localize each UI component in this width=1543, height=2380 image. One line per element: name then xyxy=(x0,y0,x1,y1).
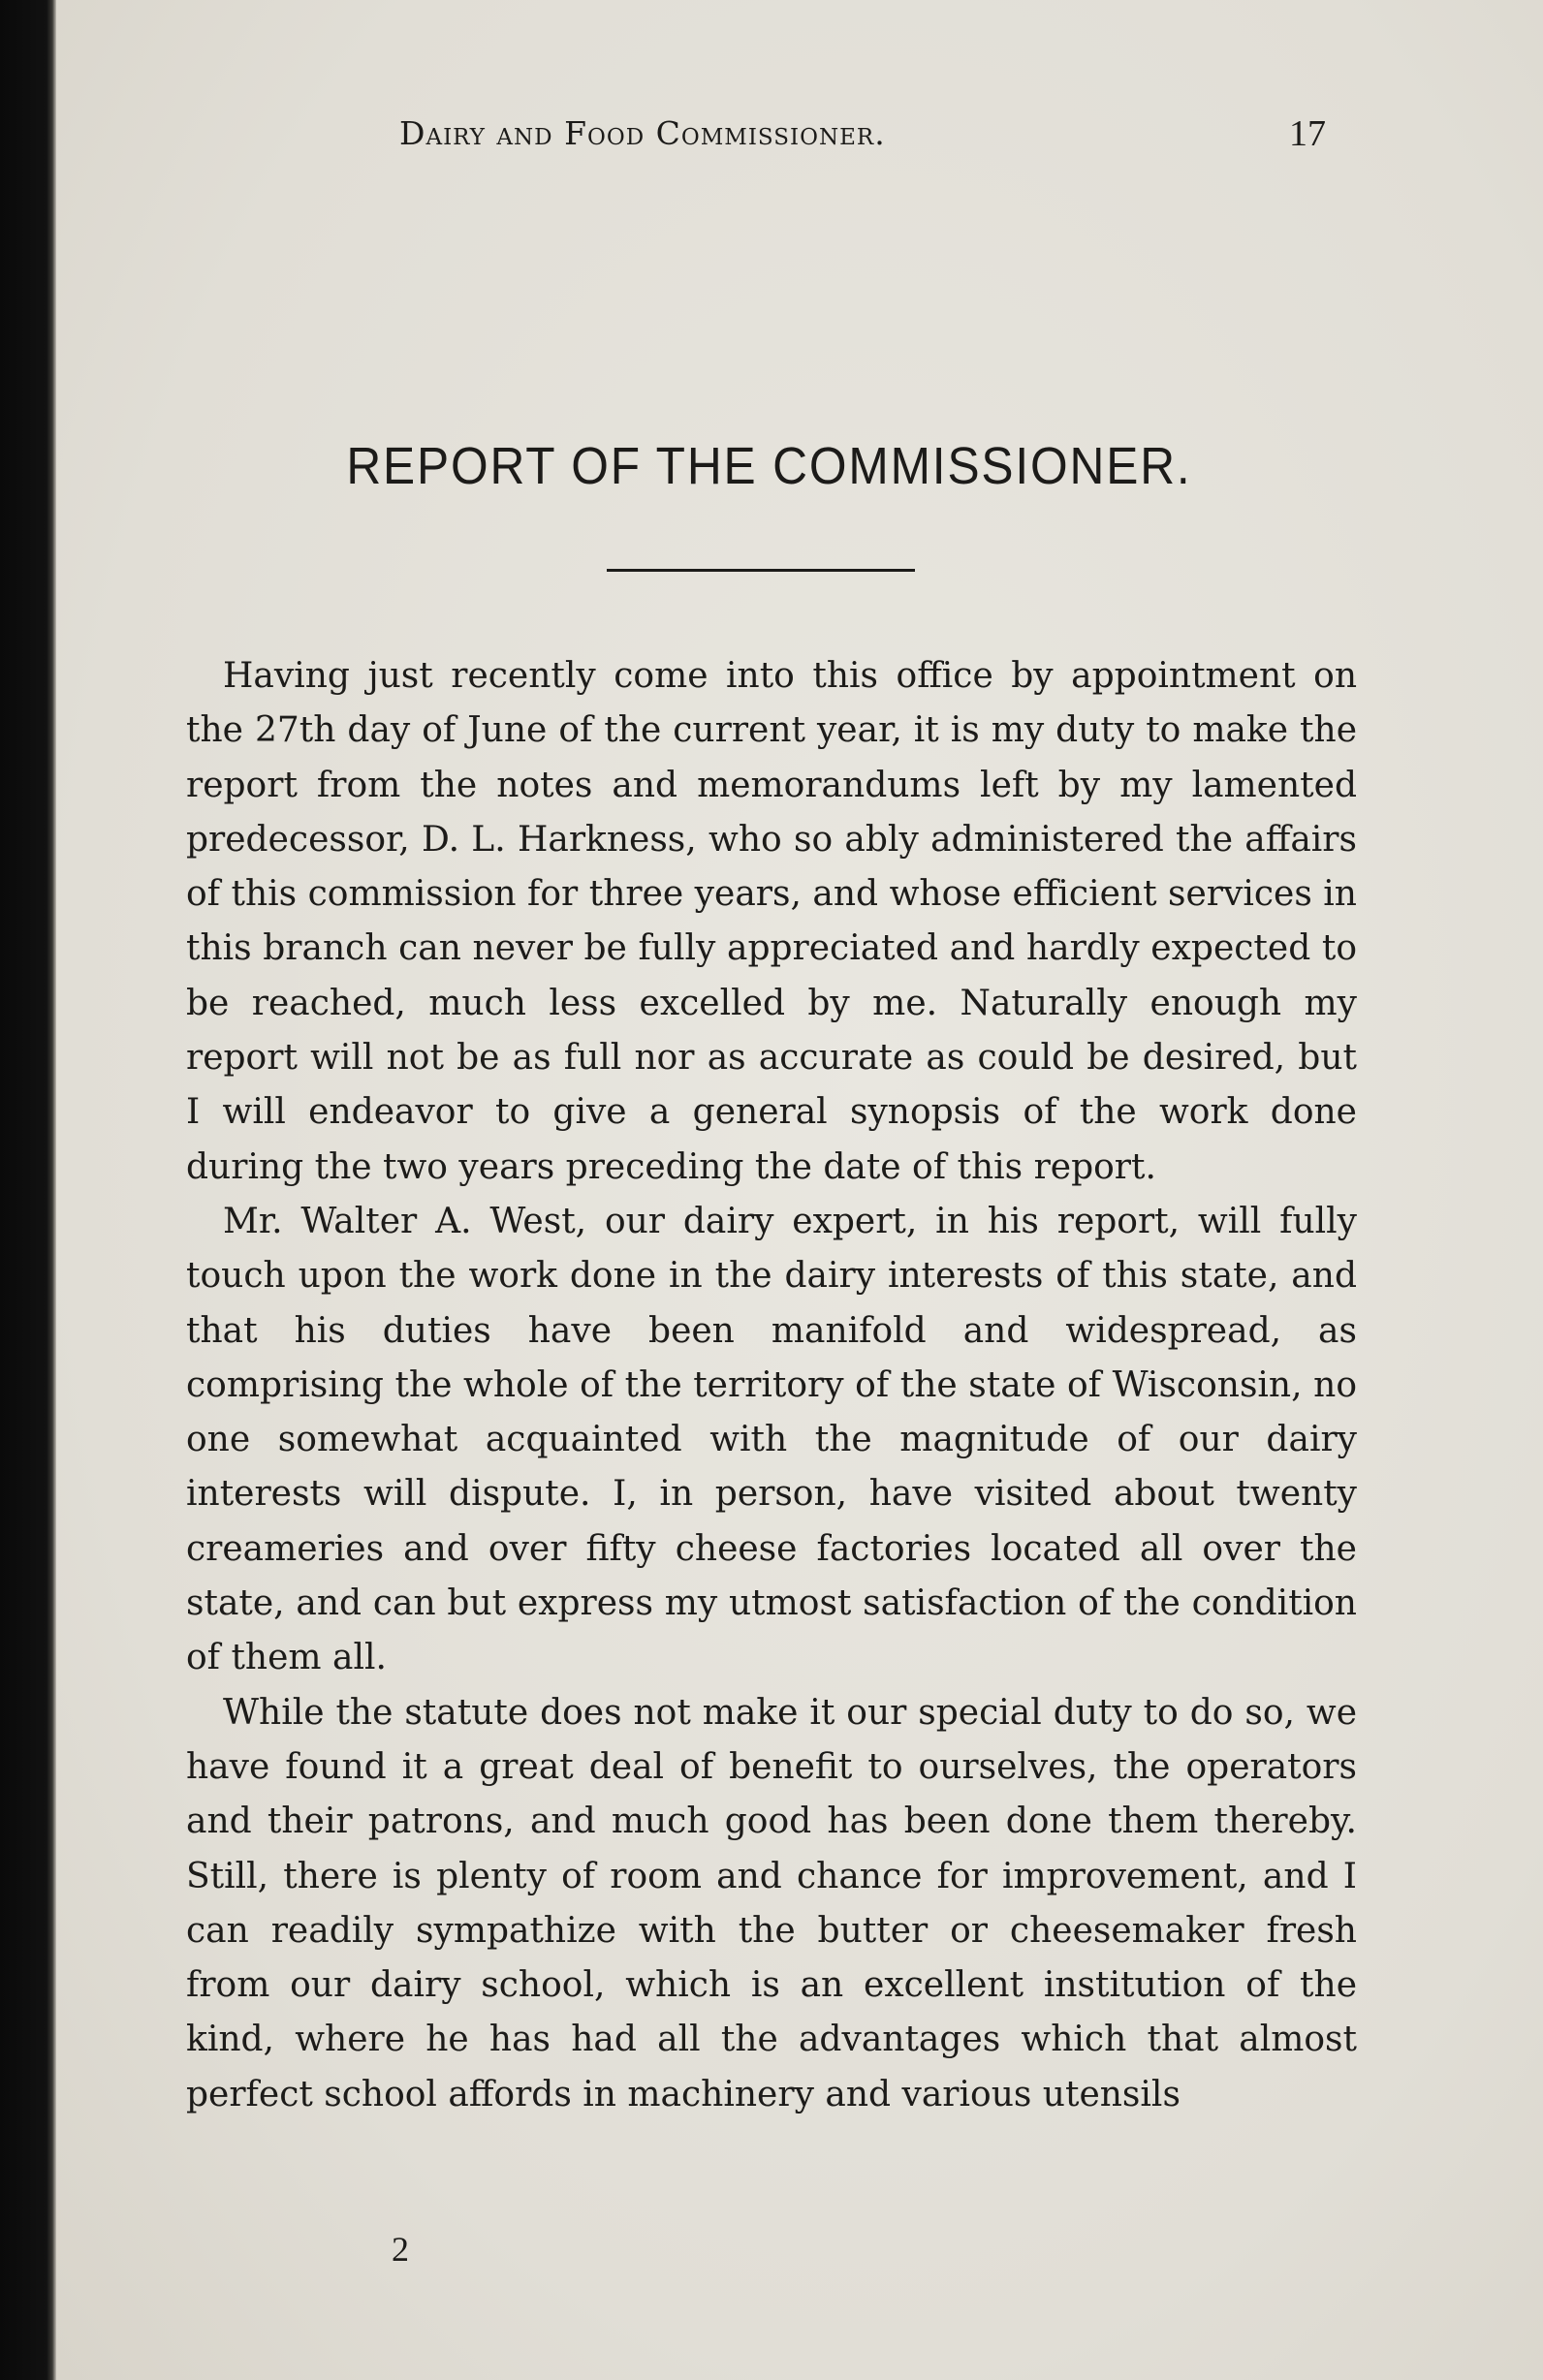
report-body xyxy=(186,649,1357,2122)
title-divider xyxy=(607,569,915,572)
report-title: REPORT OF THE COMMISSIONER. xyxy=(346,437,1192,495)
page-number: 17 xyxy=(1289,113,1326,154)
signature-mark: 2 xyxy=(392,2230,409,2269)
book-binding-edge xyxy=(0,0,56,2380)
paragraph-2: Mr. Walter A. West, our dairy expert, in his report, will fully touch upon the work done in the dairy interests of this state, and that his duties have been manifold and widespread, as comprising the whole of the territory of the state of Wisconsin, no one somewhat acquainted with the magnitude of our dairy interests will dispute. I, in person, have visited about twenty creameries and over fifty cheese factories located all over the state, and can but express my utmost satisfaction of the condition of them all. xyxy=(186,1201,1357,1678)
paragraph-3: While the statute does not make it our special duty to do so, we have found it a great deal of benefit to ourselves, the operators and their patrons, and much good has been done them thereby. Still, there is plenty of room and chance for improvement, and I can readily sympathize with the butter or cheesemaker fresh from our dairy school, which is an excellent institution of the kind, where he has had all the advantages which that almost perfect school affords in machinery and various utensils xyxy=(186,1692,1357,2114)
paragraph-1: Having just recently come into this office by appointment on the 27th day of June of the current year, it is my duty to make the report from the notes and memorandums left by my lamented predecessor, D. L. Harkness, who so ably administered the affairs of this commission for three years, and whose efficient services in this branch can never be fully appreciated and hardly expected to be reached, much less excelled by me. Naturally enough my report will not be as full nor as accurate as could be desired, but I will endeavor to give a general synopsis of the work done during the two years preceding the date of this report. xyxy=(186,656,1357,1187)
running-title: Dairy and Food Commissioner. xyxy=(399,114,886,152)
